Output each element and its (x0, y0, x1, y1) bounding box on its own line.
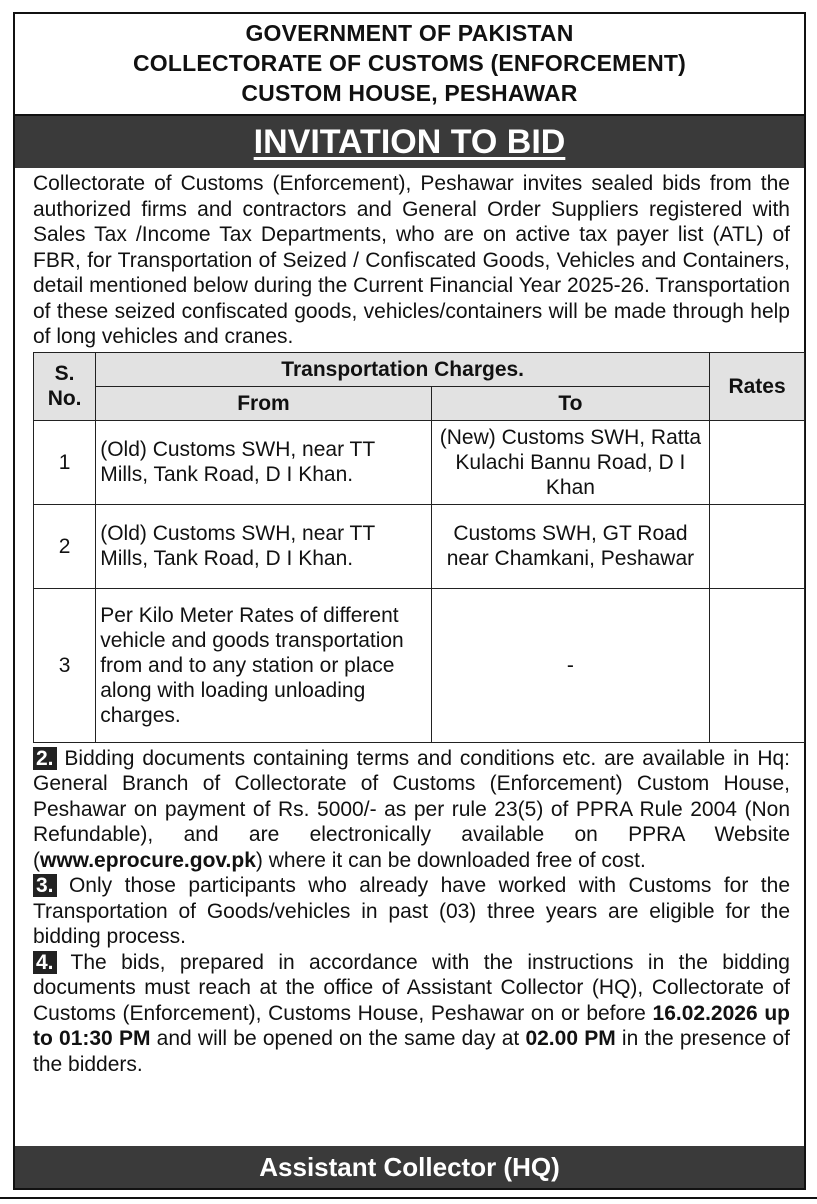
notice-header (15, 14, 804, 116)
divider (0, 1197, 817, 1199)
row-rate (710, 504, 805, 588)
header-transportation-charges: Transportation Charges. (96, 352, 710, 386)
intro-paragraph: Collectorate of Customs (Enforcement), Peshawar invites sealed bids from the authorized firms and contractors and General Order Suppliers registered with Sales Tax /Income Tax Departments, who are on active tax payer list (ATL) of FBR, for Transportation of Seized / Confiscated Goods, Vehicles and Containers, detail mentioned below during the Current Financial Year 2025-26. Transportation of these seized confiscated goods, vehicles/containers will be made through help of long vehicles and cranes. (33, 172, 790, 348)
opening-time: 02.00 PM (525, 1027, 616, 1050)
signatory-banner (15, 1146, 804, 1188)
paragraph-2: 2. Bidding documents containing terms and conditions etc. are available in Hq: General Branch of Collectorate of Customs (Enforcement) Custom House, Peshawar on payment of Rs. 5000/- as per rule 23(5) of PPRA Rule 2004 (Non Refundable), and are electronically available on PPRA Website (www.eprocure.gov.pk) where it can be downloaded free of cost. (33, 746, 790, 872)
row-from: (Old) Customs SWH, near TT Mills, Tank Road, D I Khan. (96, 420, 432, 504)
row-sno: 1 (34, 420, 96, 504)
notice-title: INVITATION TO BID (253, 123, 566, 161)
row-to: - (431, 588, 709, 742)
deadline-date: 16.02.2026 up to 01:30 PM (33, 1001, 790, 1050)
header-rates: Rates (710, 352, 805, 420)
notice-frame (13, 12, 806, 1190)
row-to: Customs SWH, GT Road near Chamkani, Peshawar (431, 504, 709, 588)
row-to: (New) Customs SWH, Ratta Kulachi Bannu Road, D I Khan (431, 420, 709, 504)
title-banner (15, 116, 804, 168)
header-sno: S. No. (34, 352, 96, 420)
table-row (34, 588, 805, 742)
header-to: To (431, 386, 709, 420)
header-line-government: GOVERNMENT OF PAKISTAN (245, 20, 574, 46)
row-sno: 3 (34, 588, 96, 742)
row-from: Per Kilo Meter Rates of different vehicle and goods transportation from and to any station or place along with loading unloading charges. (96, 588, 432, 742)
row-rate (710, 588, 805, 742)
header-line-custom-house: CUSTOM HOUSE, PESHAWAR (241, 80, 578, 106)
ppra-website-link: www.eprocure.gov.pk (40, 848, 256, 872)
paragraph-4: 4. The bids, prepared in accordance with the instructions in the bidding documents must reach at the office of Assistant Collector (HQ), Collectorate of Customs (Enforcement), Customs House, Peshawar on or before 16.02.2026 up to 01:30 PM and will be opened on the same day at 02.00 PM in the presence of the bidders. (33, 950, 790, 1076)
row-sno: 2 (34, 504, 96, 588)
header-line-collectorate: COLLECTORATE OF CUSTOMS (ENFORCEMENT) (133, 50, 686, 76)
signatory: Assistant Collector (HQ) (259, 1152, 560, 1182)
paragraph-number: 4. (33, 951, 57, 974)
transportation-table (33, 352, 805, 743)
paragraph-number: 2. (33, 747, 57, 770)
table-row (34, 420, 805, 504)
paragraph-number: 3. (33, 874, 57, 897)
table-row (34, 504, 805, 588)
row-from: (Old) Customs SWH, near TT Mills, Tank Road, D I Khan. (96, 504, 432, 588)
row-rate (710, 420, 805, 504)
paragraph-3: 3. Only those participants who already have worked with Customs for the Transportation of Goods/vehicles in past (03) three years are eligible for the bidding process. (33, 874, 790, 948)
header-from: From (96, 386, 432, 420)
